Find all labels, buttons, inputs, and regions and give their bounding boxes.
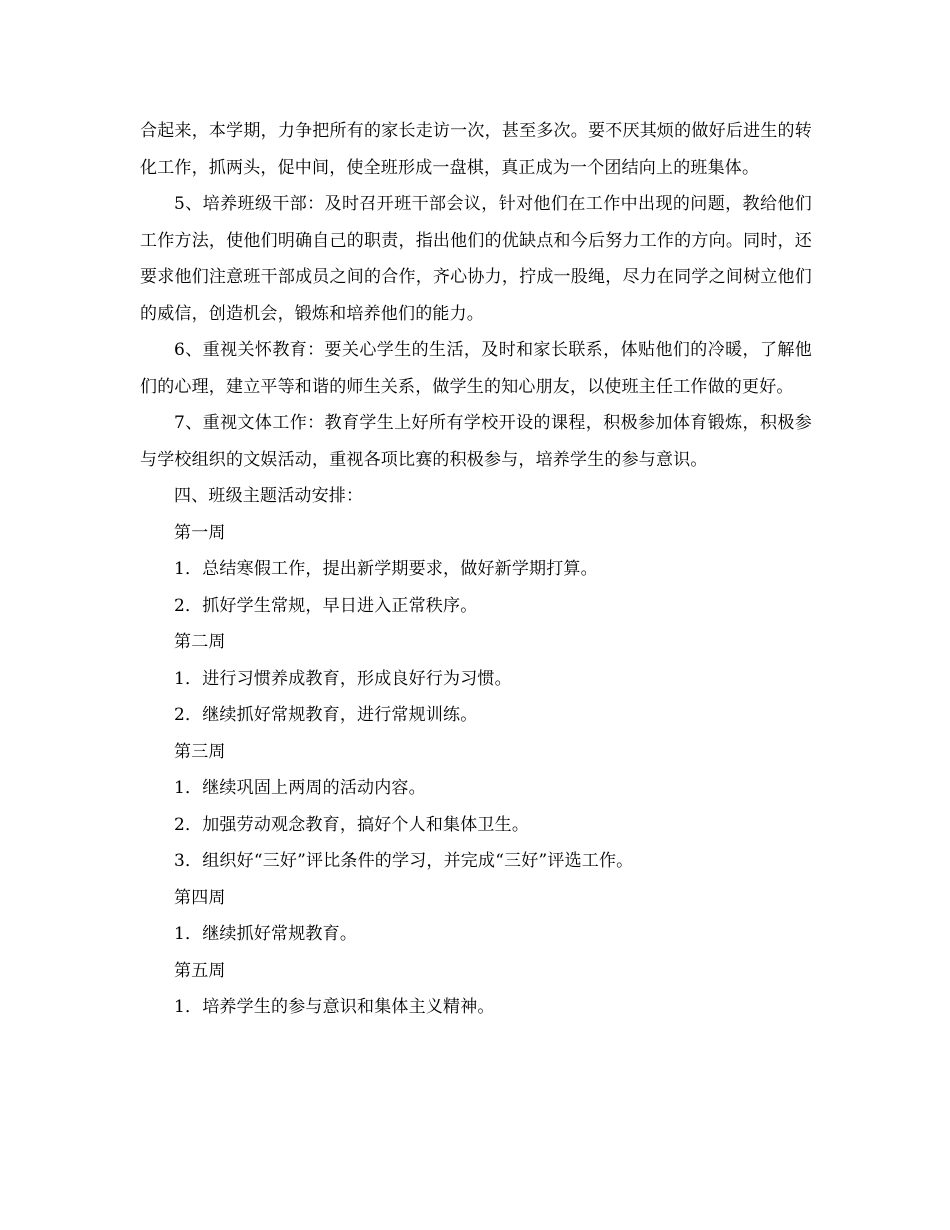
week-4-item: 1．继续抓好常规教育。 <box>174 924 358 944</box>
week-2-title: 第二周 <box>174 632 226 652</box>
document-body <box>140 113 812 1026</box>
paragraph-sports-culture: 7、重视文体工作：教育学生上好所有学校开设的课程，积极参加体育锻炼，积极参与学校组织的文娱活动，重视各项比赛的积极参与，培养学生的参与意识。 <box>140 413 812 470</box>
week-4-title: 第四周 <box>174 887 226 908</box>
week-2-item: 2．继续抓好常规教育，进行常规训练。 <box>174 705 478 725</box>
week-3-item: 2．加强劳动观念教育，搞好个人和集体卫生。 <box>174 814 530 835</box>
week-1-item: 2．抓好学生常规，早日进入正常秩序。 <box>174 595 478 616</box>
paragraph-care-education: 6、重视关怀教育：要关心学生的生活，及时和家长联系，体贴他们的冷暖，了解他们的心理，建立平等和谐的师生关系，做学生的知心朋友，以使班主任工作做的更好。 <box>140 340 812 397</box>
week-5-title: 第五周 <box>174 960 226 981</box>
paragraph-class-cadres: 5、培养班级干部：及时召开班干部会议，针对他们在工作中出现的问题，教给他们工作方法，使他们明确自己的职责，指出他们的优缺点和今后努力工作的方向。同时，还要求他们注意班干部成员之间的合作，齐心协力，拧成一股绳，尽力在同学之间树立他们的威信，创造机会，锻炼和培养他们的能力。 <box>140 194 812 324</box>
week-5-item: 1．培养学生的参与意识和集体主义精神。 <box>174 997 495 1017</box>
week-1-item: 1．总结寒假工作，提出新学期要求，做好新学期打算。 <box>174 559 598 579</box>
section-heading: 四、班级主题活动安排： <box>174 486 364 506</box>
paragraph-continuation: 合起来，本学期，力争把所有的家长走访一次，甚至多次。要不厌其烦的做好后进生的转化工作，抓两头，促中间，使全班形成一盘棋，真正成为一个团结向上的班集体。 <box>140 121 812 178</box>
week-1-title: 第一周 <box>174 522 226 543</box>
week-2-item: 1．进行习惯养成教育，形成良好行为习惯。 <box>174 668 512 689</box>
week-3-item: 3．组织好“三好”评比条件的学习，并完成“三好”评选工作。 <box>174 851 634 871</box>
week-3-title: 第三周 <box>174 741 226 762</box>
week-3-item: 1．继续巩固上两周的活动内容。 <box>174 778 426 798</box>
